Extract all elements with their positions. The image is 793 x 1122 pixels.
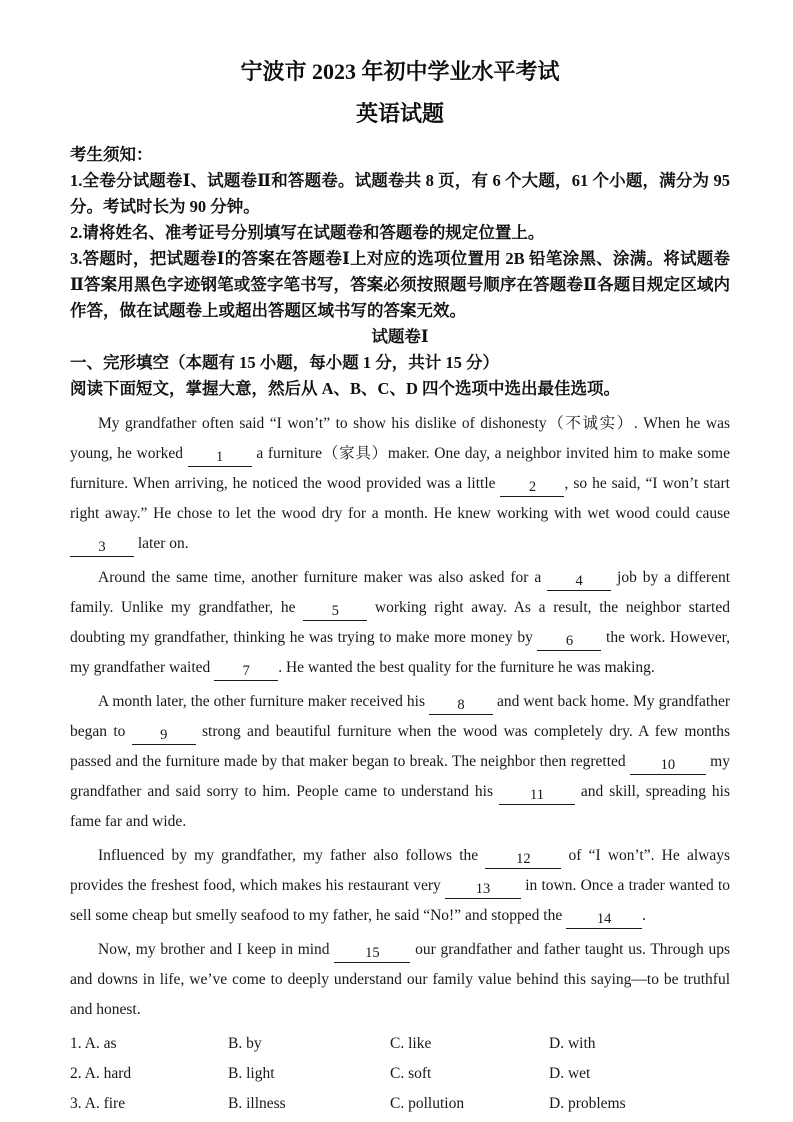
question-row-3 <box>70 1089 730 1119</box>
question-2-option-d: D. wet <box>549 1065 591 1082</box>
exam-title: 宁波市 2023 年初中学业水平考试 <box>240 59 560 84</box>
passage-paragraph: My grandfather often said “I won’t” to show his dislike of dishonesty（不诚实）. When he was young, he worked 1 a furniture（家具）maker. One day, a neighbor invited him to make some furniture. When arriving, he noticed the wood provided was a little 2 , so he said, “I won’t start right away.” He chose to let the wood dry for a month. He knew working with wet wood could cause 3 later on. <box>70 415 730 555</box>
question-1-option-c: C. like <box>390 1035 432 1052</box>
question-3-option-d: D. problems <box>549 1095 626 1112</box>
part-heading: 试题卷Ⅰ <box>371 327 429 346</box>
passage-paragraph: Influenced by my grandfather, my father also follows the 12 of “I won’t”. He always provides the freshest food, which makes his restaurant very 13 in town. Once a trader wanted to sell some cheap but smelly seafood to my father, he said “No!” and stopped the 14 . <box>70 847 730 927</box>
cloze-blank-11: 11 <box>499 787 575 805</box>
exam-subtitle: 英语试题 <box>355 101 444 126</box>
question-row-1 <box>70 1029 730 1059</box>
cloze-blank-15: 15 <box>334 945 410 963</box>
cloze-blank-6: 6 <box>537 633 601 651</box>
cloze-blank-8: 8 <box>429 697 493 715</box>
cloze-blank-3: 3 <box>70 539 134 557</box>
passage-paragraph: Around the same time, another furniture maker was also asked for a 4 job by a different family. Unlike my grandfather, he 5 working right away. As a result, the neighbor started doubting my grandfather, thinking he was trying to make more money by 6 the work. However, my grandfather waited 7 . He wanted the best quality for the furniture he was making. <box>70 569 731 679</box>
cloze-blank-1: 1 <box>188 449 252 467</box>
notice-item-3: 3.答题时，把试题卷Ⅰ的答案在答题卷Ⅰ上对应的选项位置用 2B 铅笔涂黑、涂满。将试题卷Ⅱ答案用黑色字迹钢笔或签字笔书写，答案必须按照题号顺序在答题卷Ⅱ各题目规定区域内作答，做在试题卷上或超出答题区域书写的答案无效。 <box>70 249 730 320</box>
cloze-blank-5: 5 <box>303 603 367 621</box>
question-2-option-a: 2. A. hard <box>70 1065 132 1082</box>
question-3-option-c: C. pollution <box>390 1095 465 1112</box>
cloze-blank-4: 4 <box>547 573 611 591</box>
question-1-option-a: 1. A. as <box>70 1035 117 1052</box>
cloze-passage <box>70 409 730 1025</box>
section-instruction: 阅读下面短文，掌握大意，然后从 A、B、C、D 四个选项中选出最佳选项。 <box>70 379 621 398</box>
notice-item-1: 1.全卷分试题卷Ⅰ、试题卷Ⅱ和答题卷。试题卷共 8 页，有 6 个大题，61 个小题，满分为 95 分。考试时长为 90 分钟。 <box>70 171 730 216</box>
question-2-option-b: B. light <box>228 1065 275 1082</box>
cloze-blank-2: 2 <box>500 479 564 497</box>
question-1-option-b: B. by <box>228 1035 262 1052</box>
passage-paragraph: A month later, the other furniture maker received his 8 and went back home. My grandfather began to 9 strong and beautiful furniture when the wood was completely dry. A few months passed and the furniture made by that maker began to break. The neighbor then regretted 10 my grandfather and said sorry to him. People came to understand his 11 and skill, spreading his fame far and wide. <box>70 693 730 830</box>
cloze-blank-10: 10 <box>630 757 706 775</box>
question-list <box>70 1029 730 1119</box>
question-3-option-b: B. illness <box>228 1095 286 1112</box>
section-heading: 一、完形填空（本题有 15 小题，每小题 1 分，共计 15 分） <box>70 353 499 372</box>
notice-item-2: 2.请将姓名、准考证号分别填写在试题卷和答题卷的规定位置上。 <box>70 223 545 242</box>
cloze-blank-14: 14 <box>566 911 642 929</box>
passage-paragraph: Now, my brother and I keep in mind 15 our grandfather and father taught us. Through ups and downs in life, we’ve come to deeply understand our family value behind this saying—to be truthful and honest. <box>70 941 730 1018</box>
notice-section <box>70 142 730 324</box>
question-row-2 <box>70 1059 730 1089</box>
question-3-option-a: 3. A. fire <box>70 1095 126 1112</box>
cloze-blank-7: 7 <box>214 663 278 681</box>
question-1-option-d: D. with <box>549 1035 596 1052</box>
notice-heading: 考生须知： <box>70 145 153 164</box>
question-2-option-c: C. soft <box>390 1065 432 1082</box>
cloze-blank-9: 9 <box>132 727 196 745</box>
cloze-blank-12: 12 <box>485 851 561 869</box>
cloze-blank-13: 13 <box>445 881 521 899</box>
